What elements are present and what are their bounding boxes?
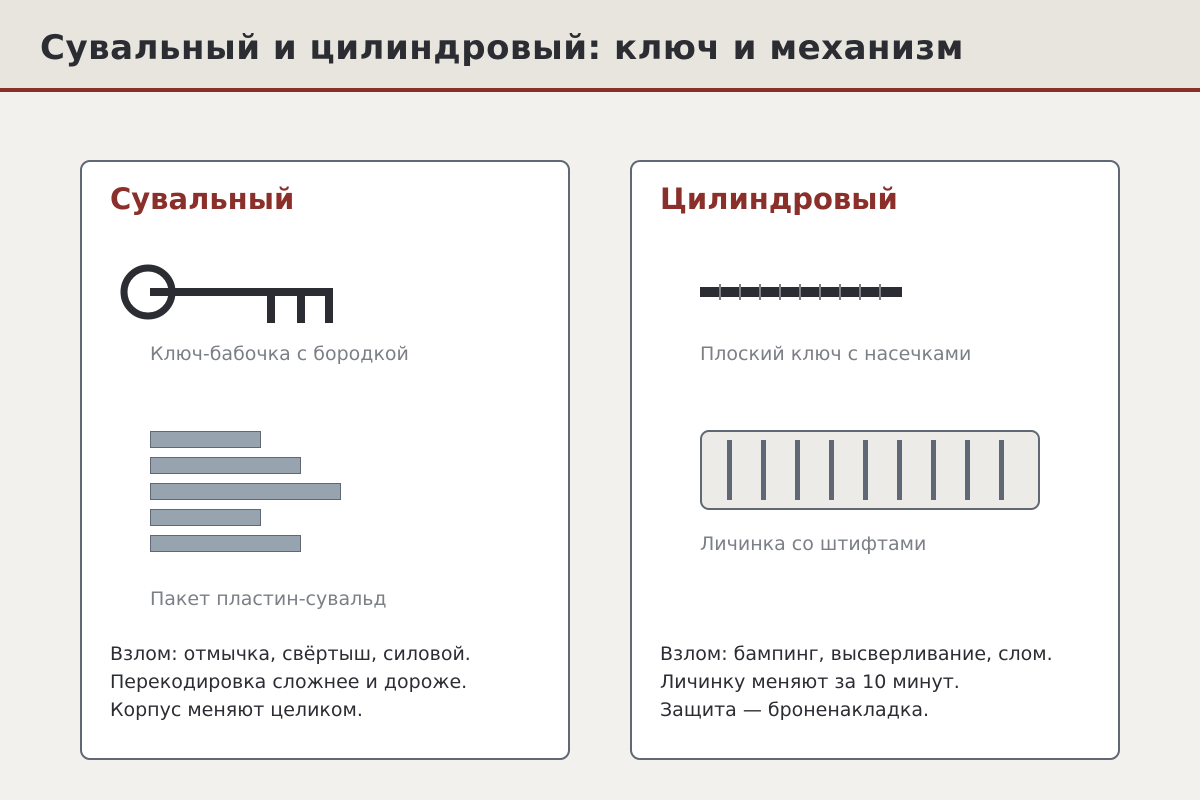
card-title: Сувальный <box>110 182 295 216</box>
butterfly-key-icon <box>120 264 340 326</box>
page-title: Сувальный и цилиндровый: ключ и механизм <box>40 28 964 68</box>
description-line: Перекодировка сложнее и дороже. <box>110 671 468 693</box>
description-line: Корпус меняют целиком. <box>110 699 363 721</box>
description-line: Взлом: отмычка, свёртыш, силовой. <box>110 643 471 665</box>
description-line: Взлом: бампинг, высверливание, слом. <box>660 643 1053 665</box>
header-bar <box>0 0 1200 92</box>
description-line: Личинку меняют за 10 минут. <box>660 671 960 693</box>
description <box>110 640 471 724</box>
description <box>660 640 1053 724</box>
card-lever-lock <box>80 160 570 760</box>
key-caption: Плоский ключ с насечками <box>700 343 972 365</box>
pin-cylinder-icon <box>700 430 1042 512</box>
mechanism-caption: Личинка со штифтами <box>700 533 927 555</box>
mechanism-caption: Пакет пластин-сувальд <box>150 588 387 610</box>
flat-key-icon <box>700 282 904 302</box>
card-title: Цилиндровый <box>660 182 898 216</box>
description-line: Защита — броненакладка. <box>660 699 929 721</box>
key-caption: Ключ-бабочка с бородкой <box>150 343 409 365</box>
lever-plates-icon <box>150 431 350 561</box>
card-cylinder-lock <box>630 160 1120 760</box>
